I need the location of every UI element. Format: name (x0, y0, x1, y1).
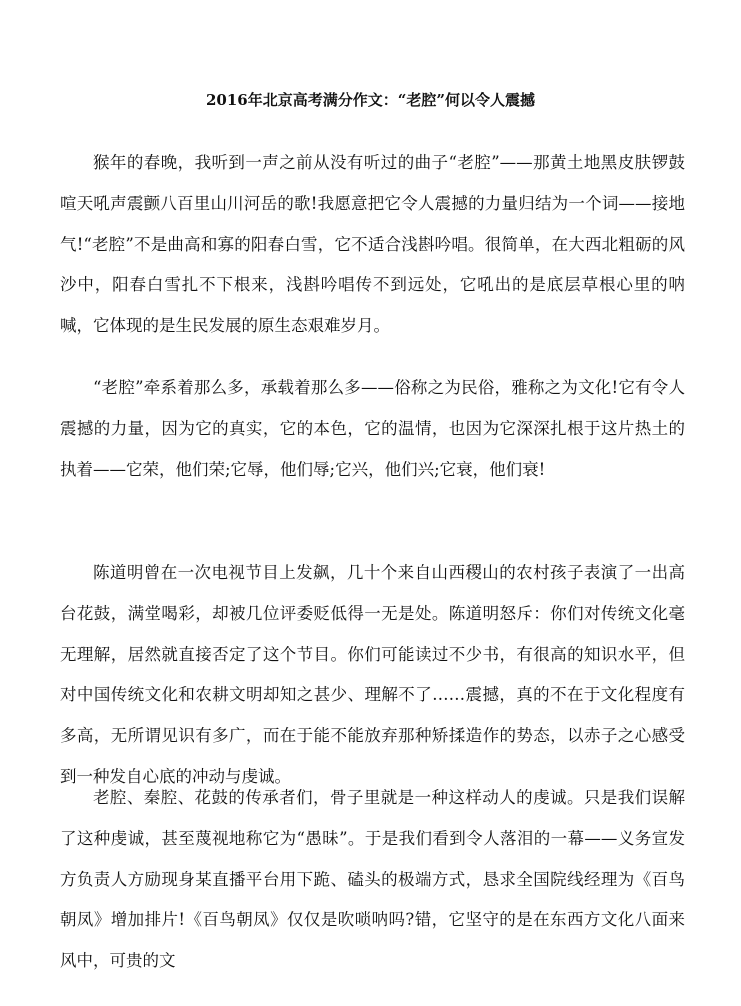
paragraph-4: 老腔、秦腔、花鼓的传承者们，骨子里就是一种这样动人的虔诚。只是我们误解了这种虔诚，甚至蔑视地称它为“愚昧”。于是我们看到令人落泪的一幕——义务宣发方负责人方励现身某直播平台用下跪、磕头的极端方式，恳求全国院线经理为《百鸟朝凤》增加排片!《百鸟朝凤》仅仅是吹唢呐吗?错，它坚守的是在东西方文化八面来风中，可贵的文 (60, 788, 685, 971)
paragraph-1: 猴年的春晚，我听到一声之前从没有听过的曲子“老腔”——那黄土地黑皮肤锣鼓喧天吼声震颤八百里山川河岳的歌!我愿意把它令人震撼的力量归结为一个词——接地气!“老腔”不是曲高和寡的阳春白雪，它不适合浅斟吟唱。很简单，在大西北粗砺的风沙中，阳春白雪扎不下根来，浅斟吟唱传不到远处，它吼出的是底层草根心里的呐喊，它体现的是生民发展的原生态艰难岁月。 (60, 153, 685, 336)
paragraph-3: 陈道明曾在一次电视节目上发飙，几十个来自山西稷山的农村孩子表演了一出高台花鼓，满堂喝彩，却被几位评委贬低得一无是处。陈道明怒斥：你们对传统文化毫无理解，居然就直接否定了这个节目。你们可能读过不少书，有很高的知识水平，但对中国传统文化和农耕文明却知之甚少、理解不了……震撼，真的不在于文化程度有多高，无所谓见识有多广，而在于能不能放弃那种矫揉造作的势态，以赤子之心感受到一种发自心底的冲动与虔诚。 (60, 563, 685, 786)
paragraph-2: “老腔”牵系着那么多，承载着那么多——俗称之为民俗，雅称之为文化!它有令人震撼的力量，因为它的真实，它的本色，它的温情，也因为它深深扎根于这片热土的执着——它荣，他们荣;它辱，他们辱;它兴，他们兴;它衰，他们衰! (60, 378, 685, 479)
document-title: 2016年北京高考满分作文：“老腔”何以令人震撼 (205, 91, 535, 109)
